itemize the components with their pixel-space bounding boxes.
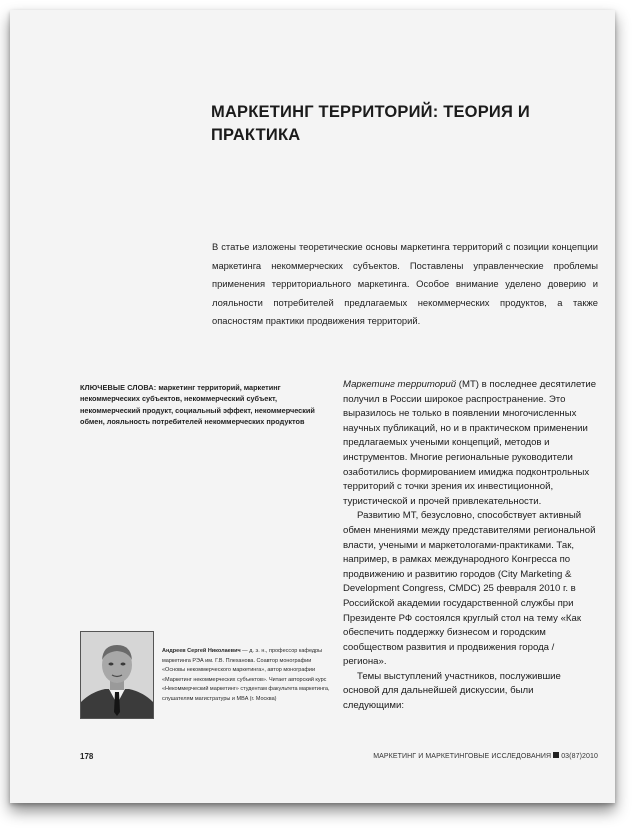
author-bio-text: — д. э. н., профессор кафедры маркетинга РЭА им. Г.В. Плеханова. Соавтор монографии «Основы некоммерческого маркетинга», автор монографии «Маркетинг некоммерческих субъектов». Читает авторский курс «Некоммерческий маркетинг» студентам факультета маркетинга, слушателям магистратуры и MBA (г. Москва) bbox=[162, 648, 330, 702]
author-photo bbox=[80, 631, 154, 719]
square-separator-icon bbox=[553, 752, 559, 758]
journal-title: МАРКЕТИНГ И МАРКЕТИНГОВЫЕ ИССЛЕДОВАНИЯ bbox=[373, 753, 552, 760]
magazine-page bbox=[10, 10, 615, 803]
journal-info bbox=[373, 752, 598, 760]
body-paragraph-2: Развитию МТ, безусловно, способствует активный обмен мнениями между представителями региональной власти, учеными и маркетологами-практиками. Так, например, в рамках международного Конгресса по продвижению и развитию городов (City Marketing & Development Congress, CMDC) 25 февраля 2010 г. в Российской академии государственной службы при Президенте РФ состоялся круглый стол на тему «Как обеспечить поддержку бизнесом и городским сообществом развития и продвижения города / региона». bbox=[343, 510, 596, 668]
body-paragraph-1-text: (МТ) в последнее десятилетие получил в России широкое распространение. Это выразилось не только в появлении многочисленных научных публикаций, но и в практическом применении предлагаемых учеными концепций, методов и инструментов. Многие региональные руководители озаботились формированием имиджа подконтрольных территорий с точки зрения их инвестиционной, туристической и прочей привлекательности. bbox=[343, 379, 597, 507]
article-abstract: В статье изложены теоретические основы маркетинга территорий с позиции концепции маркетинга некоммерческих субъектов. Поставлены управленческие проблемы применения территориального маркетинга. Особое внимание уделено доверию и лояльности потребителей предлагаемых некоммерческих продуктов, а также опасностям практики продвижения территорий. bbox=[212, 241, 598, 326]
author-bio bbox=[162, 647, 334, 705]
keywords-block bbox=[80, 382, 333, 428]
article-title: МАРКЕТИНГ ТЕРРИТОРИЙ: ТЕОРИЯ И ПРАКТИКА bbox=[211, 103, 530, 144]
page-number: 178 bbox=[80, 752, 94, 761]
keywords-label: КЛЮЧЕВЫЕ СЛОВА: bbox=[80, 383, 157, 392]
body-paragraph-1 bbox=[343, 378, 597, 509]
page-footer bbox=[80, 752, 598, 764]
term-italic: Маркетинг территорий bbox=[343, 379, 457, 390]
author-name: Андреев Сергей Николаевич bbox=[162, 648, 241, 654]
body-paragraph-3: Темы выступлений участников, послужившие основой для дальнейшей дискуссии, были следующими: bbox=[343, 670, 561, 712]
article-body bbox=[343, 378, 597, 714]
keywords-text: маркетинг территорий, маркетинг некоммерческих субъектов, некоммерческий субъект, некоммерческий продукт, социальный эффект, некоммерческий обмен, лояльность потребителей некоммерческих продуктов bbox=[80, 383, 315, 427]
author-portrait-image bbox=[81, 632, 153, 718]
author-block bbox=[80, 631, 334, 721]
journal-issue: 03(87)2010 bbox=[561, 753, 598, 760]
